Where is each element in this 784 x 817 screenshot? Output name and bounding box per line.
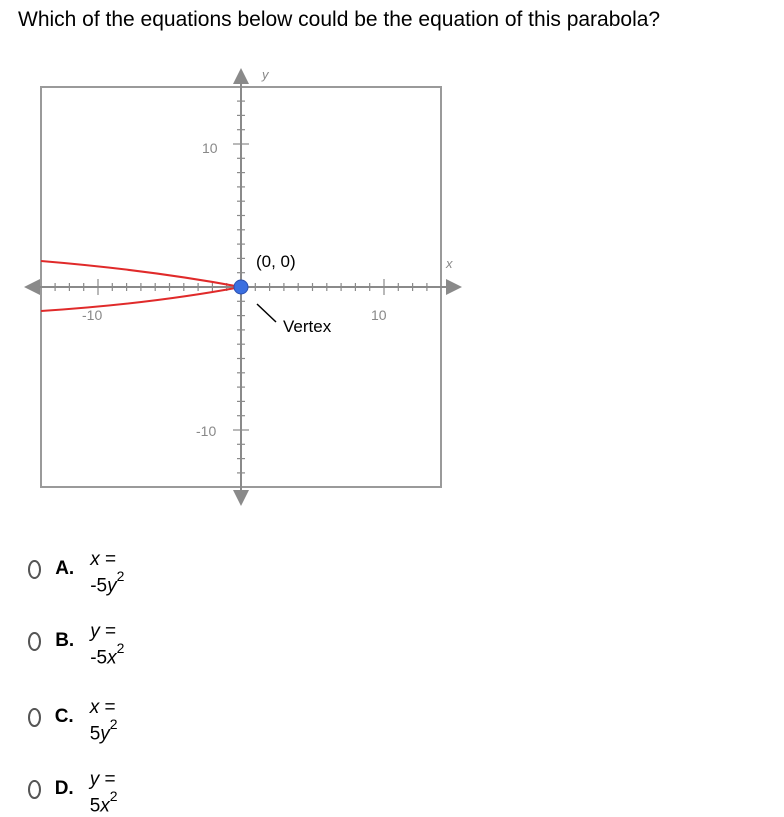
option-d-equation: $y = 5x^2$ (89, 768, 118, 817)
option-d-letter: D. (54, 778, 74, 799)
option-b-letter: B. (55, 630, 75, 651)
x-axis-right-arrow (446, 279, 462, 295)
question-text: Which of the equations below could be the equation of this parabola? (18, 8, 661, 31)
radio-button-c[interactable] (28, 708, 41, 727)
option-a-equation: $x = -5y^2$ (90, 548, 125, 597)
radio-button-d[interactable] (28, 780, 41, 799)
option-c-equation: $x = 5y^2$ (89, 696, 118, 745)
option-b-equation: $y = -5x^2$ (90, 620, 125, 669)
option-b[interactable] (28, 620, 130, 669)
vertex-label: Vertex (283, 317, 332, 336)
option-d[interactable] (28, 768, 124, 817)
option-a-letter: A. (55, 558, 75, 579)
vertex-coordinate-label: (0, 0) (256, 252, 296, 271)
y-axis-label: y (262, 67, 269, 82)
y-axis-bottom-arrow (233, 490, 249, 506)
y-tick-label-neg10: -10 (196, 423, 217, 439)
vertex-pointer-line (257, 304, 276, 322)
radio-button-b[interactable] (28, 632, 41, 651)
option-c-letter: C. (54, 706, 74, 727)
x-axis-left-arrow (24, 279, 40, 295)
radio-button-a[interactable] (28, 560, 41, 579)
y-axis-top-arrow (233, 68, 249, 84)
vertex-point (234, 280, 248, 294)
option-a[interactable] (28, 548, 130, 597)
option-c[interactable] (28, 696, 124, 745)
y-tick-label-10: 10 (202, 140, 218, 156)
x-tick-label-10: 10 (371, 307, 387, 323)
x-tick-label-neg10: -10 (82, 307, 103, 323)
x-axis-label: x (446, 256, 453, 271)
